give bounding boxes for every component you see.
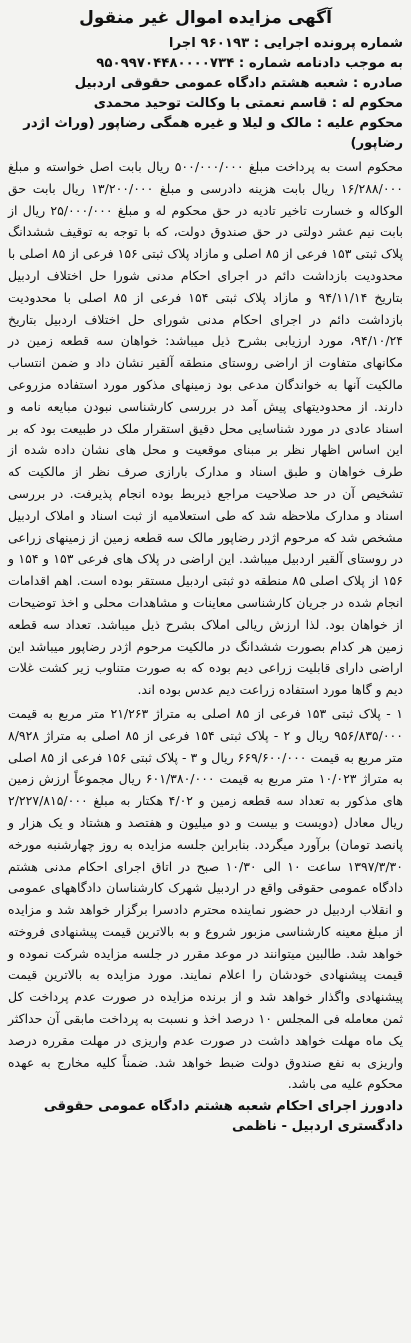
plaintiff: محکوم له : قاسم نعمتی با وکالت توحید محمدی xyxy=(93,96,403,111)
judgment-number: به موجب دادنامه شماره : ۹۵۰۹۹۷۰۴۴۸۰۰۰۰۷۳۴ xyxy=(96,56,403,71)
plots-paragraph: ۱ - پلاک ثبتی ۱۵۳ فرعی از ۸۵ اصلی به متراژ ۲۱/۲۶۳ متر مربع به قیمت ۹۵۶/۸۳۵/۰۰۰ ریال و ۲ - پلاک ثبتی ۱۵۴ فرعی از ۸۵ اصلی به متراژ ۸/۹۲۸ متر مربع به قیمت ۶۶۹/۶۰۰/۰۰۰ ریال و ۳ - پلاک ثبتی ۱۵۶ فرعی از ۸۵ اصلی به متراژ ۱۰/۰۲۳ متر مربع به قیمت ۶۰۱/۳۸۰/۰۰۰ ریال مجموعاً ارزش زمین های مذکور به تعداد سه قطعه زمین و ۴/۰۲ هکتار به مبلغ ۲/۲۲۷/۸۱۵/۰۰۰ ریال معادل (دویست و بیست و دو میلیون و هفتصد و هشتاد و یک هزار و پانصد تومان) برآورد میگردد. بنابراین جلسه مزایده به روز چهارشنبه مورخه ۱۳۹۷/۳/۳۰ ساعت ۱۰ الی ۱۰/۳۰ صبح در اتاق اجرای احکام مدنی هشتم دادگاه عمومی حقوقی واقع در اردبیل شهرک کارشناسان دادگاههای عمومی و انقلاب اردبیل در حضور نماینده محترم دادسرا برگزار خواهد شد و مزایده از مبلغ معینه کارشناسی مزبور شروع و به بالاترین قیمت پیشنهادی فروخته خواهد شد. طالبین میتوانند در موعد مقرر در جلسه مزایده شرکت نموده و قیمت پیشنهادی خودشان را اعلام نمایند. مورد مزایده به بالاترین قیمت پیشنهادی واگذار خواهد شد و از برنده مزایده در صورت عدم پرداخت کل ثمن معامله فی المجلس ۱۰ درصد اخذ و نسبت به پرداخت مابقی آن حداکثر یک ماه مهلت خواهد داشت در صورت عدم واریزی در مهلت مقرره درصد واریزی به نفع صندوق دولت ضبط خواهد شد. ضمناً کلیه مخارج به عهده محکوم علیه می باشد. xyxy=(8,705,404,1092)
signature-line-2: دادگستری اردبیل - ناظمی xyxy=(232,1119,403,1135)
defendant: محکوم علیه : مالک و لیلا و غیره همگی رضاپور (وراث اژدر رضاپور) xyxy=(23,116,403,151)
signature-block xyxy=(8,1097,403,1137)
case-number: شماره پرونده اجرایی : ۹۶۰۱۹۳ اجرا xyxy=(168,36,403,51)
signature-line-1: دادورز اجرای احکام شعبه هشتم دادگاه عمومی حقوقی xyxy=(43,1099,403,1115)
main-paragraph: محکوم است به پرداخت مبلغ ۵۰۰/۰۰۰/۰۰۰ ریال بابت اصل خواسته و مبلغ ۱۶/۲۸۸/۰۰۰ ریال بابت هزینه دادرسی و مبلغ ۱۳/۲۰۰/۰۰۰ ریال بابت حق الوکاله و خسارت تاخیر تادیه در حق محکوم له و مبلغ ۲۵/۰۰۰/۰۰۰ ریال از بابت نیم عشر دولتی در حق صندوق دولت، که با توجه به توقیف ششدانگ پلاک ثبتی ۱۵۳ فرعی از ۸۵ اصلی و مازاد پلاک ثبتی ۱۵۶ فرعی از ۸۵ اصلی با محدودیت بازداشت دائم در اجرای احکام مدنی شورا حل اختلاف اردبیل بتاریخ ۹۴/۱۱/۱۴ و مازاد پلاک ثبتی ۱۵۴ فرعی از ۸۵ اصلی با محدودیت بازداشت دائم در اجرای احکام مدنی شورای حل اختلاف اردبیل بتاریخ ۹۴/۱۰/۲۴، مورد ارزیابی بشرح ذیل میباشد: خواهان سه قطعه زمین در مکانهای متفاوت از اراضی روستای منطقه آلقیر نشان داد و ضمن انتساب مالکیت آنها به خواندگان مدعی بود زمینهای مذکور مورد استفاده مزروعی دارند. از محدودیتهای پیش آمد در بررسی کارشناسی نبودن مبایعه نامه و اسناد عادی در مورد شناسایی محل دقیق استقرار ملک در طبیعت بود که بر این اساس اظهار نظر بر مبنای موقعیت و محل های نشان داده شده از طرف خواهان و طبق اسناد و مدارک بارازی صرف نظر از مالکیت که تشخیص آن در حد صلاحیت مراجع ذیربط بوده انجام پذیرفت. در بررسی اسناد و مدارک ملاحظه شد که طی استعلامیه از ثبت اسناد و املاک اردبیل مشخص شد که مرحوم اژدر رضاپور مالک سه قطعه زمین از زمینهای زراعی در روستای آلقیر اردبیل میباشد. این اراضی در پلاک های فرعی ۱۵۳ و ۱۵۴ و ۱۵۶ از پلاک اصلی ۸۵ منطقه دو ثبتی اردبیل مستقر بوده است. اهم اقدامات انجام شده در جریان کارشناسی معاینات و مشاهدات محلی و اخذ توضیحات از خواهان بود. لذا ارزش ریالی املاک بشرح ذیل میباشد. تعداد سه قطعه زمین هر کدام بصورت ششدانگ در مالکیت مرحوم اژدر رضاپور میباشد این اراضی دارای قابلیت زراعی دیم بوده که به صورت متناوب زیر کشت غلات دیم و گاها مورد استفاده زراعت دیم عدس بوده اند. xyxy=(8,159,404,698)
notice-title: آگهی مزایده اموال غیر منقول xyxy=(79,8,332,28)
issuing-court: صادره : شعبه هشتم دادگاه عمومی حقوقی اردبیل xyxy=(74,76,403,91)
notice-meta xyxy=(8,34,403,154)
